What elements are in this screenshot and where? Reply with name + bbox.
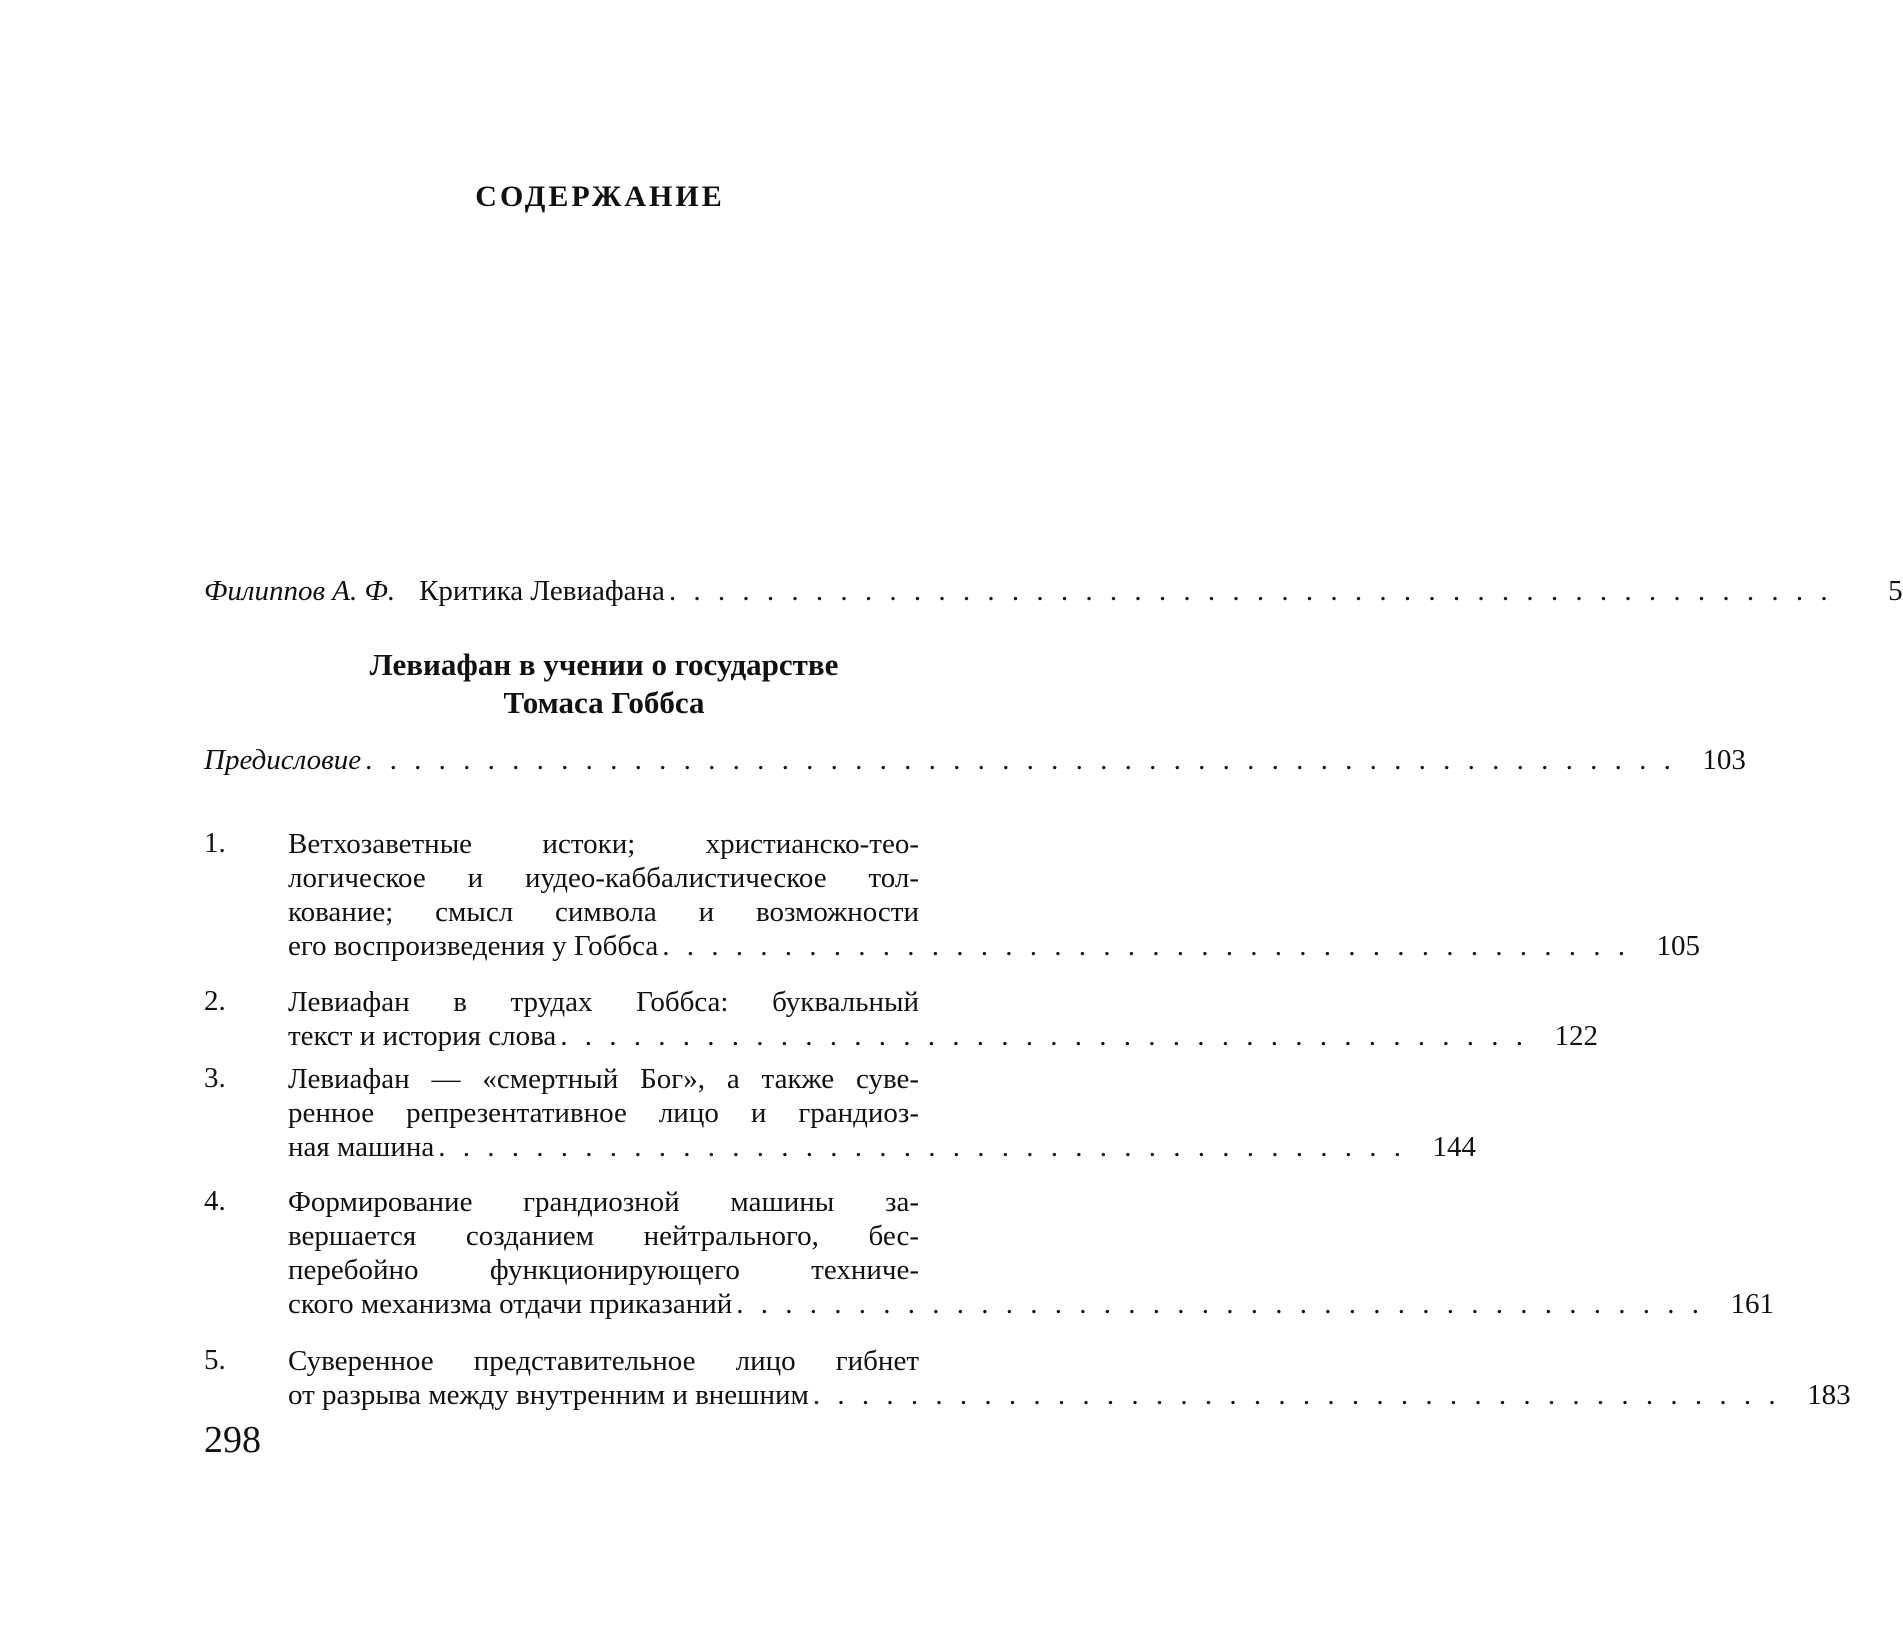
chapter-title-line: логическое и иудео-каббалистическое тол- xyxy=(288,862,919,894)
chapter-title-line: его воспроизведения у Гоббса xyxy=(288,930,659,962)
chapter-title-line: перебойно функционирующего техниче- xyxy=(288,1254,919,1286)
chapter-number: 4. xyxy=(204,1185,226,1217)
chapter-title-line: ского механизма отдачи приказаний xyxy=(288,1288,733,1320)
chapter-title-line: Ветхозаветные истоки; христианско-тео- xyxy=(288,828,919,860)
chapter-title-line: ренное репрезентативное лицо и грандиоз- xyxy=(288,1097,919,1129)
chapter-title-line: Левиафан — «смертный Бог», а также суве- xyxy=(288,1063,919,1095)
chapter-title-line: вершается созданием нейтрального, бес- xyxy=(288,1220,919,1252)
leader-dots: . . . . . . . . . . . . . . . . . . . . . . . . . . . . . . . . . . . . . . . . . . . . . . . . xyxy=(668,575,1833,607)
entry-page-number: 183 xyxy=(1807,1379,1851,1411)
leader-dots: . . . . . . . . . . . . . . . . . . . . . . . . . . . . . . . . . . . . . . . . xyxy=(736,1288,1705,1320)
entry-page-number: 105 xyxy=(1656,930,1700,962)
section-heading-line-1: Левиафан в учении о государстве xyxy=(369,647,839,682)
chapter-title-line: Суверенное представительное лицо гибнет xyxy=(288,1345,919,1377)
section-heading-line-2: Томаса Гоббса xyxy=(503,685,705,720)
entry-author: Филиппов А. Ф. xyxy=(204,575,396,607)
toc-entry-chapter[interactable] xyxy=(204,827,1700,963)
page-title: СОДЕРЖАНИЕ xyxy=(475,180,725,213)
entry-page-number: 103 xyxy=(1702,744,1746,776)
entry-title: Критика Левиафана xyxy=(419,575,665,607)
leader-dots: . . . . . . . . . . . . . . . . . . . . . . . . . . . . . . . . . . . . . . . . xyxy=(812,1379,1781,1411)
chapter-number: 3. xyxy=(204,1062,226,1094)
chapter-number: 1. xyxy=(204,827,226,859)
toc-entry-chapter[interactable] xyxy=(204,1344,1851,1412)
chapter-title-line: текст и история слова xyxy=(288,1020,557,1052)
toc-entry-intro[interactable] xyxy=(204,573,1903,610)
leader-dots: . . . . . . . . . . . . . . . . . . . . . . . . . . . . . . . . . . . . . . . . xyxy=(560,1020,1529,1052)
entry-page-number: 5 xyxy=(1888,575,1903,607)
toc-entry-chapter[interactable] xyxy=(204,985,1599,1053)
chapter-title-line: Формирование грандиозной машины за- xyxy=(288,1186,919,1218)
leader-dots: . . . . . . . . . . . . . . . . . . . . . . . . . . . . . . . . . . . . . . . . xyxy=(438,1131,1406,1163)
chapter-number: 5. xyxy=(204,1344,226,1376)
folio-page-number: 298 xyxy=(204,1419,261,1461)
section-heading xyxy=(204,646,1004,722)
chapter-number: 2. xyxy=(204,985,226,1017)
toc-entry-preface[interactable] xyxy=(204,742,1746,779)
leader-dots: . . . . . . . . . . . . . . . . . . . . . . . . . . . . . . . . . . . . . . . . xyxy=(662,930,1630,962)
leader-dots: . . . . . . . . . . . . . . . . . . . . . . . . . . . . . . . . . . . . . . . . . . . . . . . . . . . . . . xyxy=(365,744,1676,776)
entry-page-number: 122 xyxy=(1554,1020,1599,1052)
entry-page-number: 144 xyxy=(1432,1131,1476,1163)
entry-page-number: 161 xyxy=(1730,1288,1775,1320)
toc-entry-chapter[interactable] xyxy=(204,1185,1775,1321)
toc-entry-chapter[interactable] xyxy=(204,1062,1476,1164)
chapter-title-line: от разрыва между внутренним и внешним xyxy=(288,1379,809,1411)
entry-title: Предисловие xyxy=(204,744,362,776)
chapter-title-line: кование; смысл символа и возможности xyxy=(288,896,919,928)
chapter-title-line: Левиафан в трудах Гоббса: буквальный xyxy=(288,986,919,1018)
chapter-title-line: ная машина xyxy=(288,1131,435,1163)
